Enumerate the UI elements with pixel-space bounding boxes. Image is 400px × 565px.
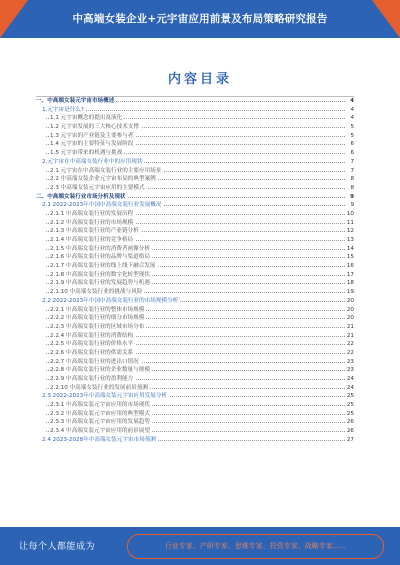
- toc-entry-title: 2.1 2022-2023年中国中高端女装行业发展概况: [42, 202, 162, 209]
- toc-entry-title: 2.2 2022-2023年中国中高端女装行业的市场规模分析: [42, 297, 179, 304]
- toc-entry[interactable]: [36, 262, 354, 271]
- toc-entry[interactable]: [36, 358, 354, 367]
- toc-entry[interactable]: [36, 297, 354, 306]
- toc-entry-title: 2.2.7 中高端女装行业的进出口情况: [50, 358, 139, 365]
- toc-entry-title: 1.1 元宇宙概念的提出及演化: [50, 115, 123, 122]
- footer-tagline-box: [127, 534, 384, 559]
- footer-slogan: 让每个人都能成为: [19, 542, 96, 552]
- toc-entry-title: 2.3.1 中高端女装元宇宙应用的市场现状: [50, 402, 150, 409]
- toc-entry[interactable]: [36, 375, 354, 384]
- toc-entry-page: 26: [346, 419, 354, 426]
- toc-entry-title: 1.4 元宇宙的主要特征与发展阶段: [50, 141, 134, 148]
- toc-entry-title: 2.4 2023-2028年中高端女装元宇宙市场预测: [42, 436, 156, 443]
- toc-entry-title: 二、中高端女装行业市场分析及现状: [36, 193, 126, 200]
- toc-entry[interactable]: [36, 314, 354, 323]
- toc-entry-title: 1.元宇宙是什么?: [42, 106, 84, 113]
- toc-entry-title: 2.2.9 中高端女装行业的盈利能力: [50, 376, 134, 382]
- toc-entry-title: 2.1.7 中高端女装行业的线上线下融合发展: [50, 263, 156, 270]
- toc-entry-page: 14: [346, 245, 354, 252]
- toc-entry-title: 2.2.2 中高端女装行业的细分市场规模: [50, 315, 145, 322]
- toc-entry[interactable]: [36, 140, 354, 149]
- toc-heading: 内容目录: [167, 72, 232, 87]
- toc-entry[interactable]: [36, 323, 354, 332]
- toc-entry-title: 2.2.4 中高端女装行业的消费结构: [50, 332, 134, 339]
- toc-entry[interactable]: [36, 384, 354, 393]
- toc-entry[interactable]: [36, 106, 354, 115]
- toc-entry[interactable]: [36, 427, 354, 436]
- toc-entry-page: 8: [350, 176, 354, 183]
- toc-entry[interactable]: [36, 184, 354, 193]
- toc-entry-page: 23: [346, 367, 354, 374]
- toc-entry[interactable]: [36, 340, 354, 349]
- toc-entry-title: 2.1.1 中高端女装行业的发展历程: [50, 210, 134, 217]
- toc-entry-title: 2.2.6 中高端女装行业的供需关系: [50, 349, 134, 356]
- toc-entry-page: 5: [350, 124, 354, 131]
- toc-entry-page: 10: [346, 210, 354, 217]
- toc-entry-page: 9: [350, 193, 354, 200]
- toc-entry-page: 4: [350, 115, 354, 122]
- toc-entry-title: 2.1.5 中高端女装行业的消费者画像分析: [50, 245, 150, 252]
- toc-entry-page: 19: [346, 289, 354, 296]
- toc-entry-page: 24: [346, 376, 354, 382]
- toc-entry-title: 2.3.3 中高端女装元宇宙应用的发展趋势: [50, 419, 150, 426]
- toc-entry[interactable]: [36, 167, 354, 176]
- footer-bar: [0, 527, 400, 565]
- toc-entry[interactable]: [36, 410, 354, 419]
- toc-entry-title: 2.1.9 中高端女装行业的发展趋势与机遇: [50, 280, 150, 287]
- toc-entry-page: 13: [346, 237, 354, 243]
- toc-entry[interactable]: [36, 253, 354, 262]
- toc-entry-title: 2.2.1 中高端女装行业的整体市场规模: [50, 306, 145, 313]
- toc-entry-title: 2.1.10 中高端女装行业的挑战与风险: [50, 289, 143, 296]
- toc-entry-page: 23: [346, 358, 354, 365]
- toc-entry-title: 2.1.6 中高端女装行业的品牌与渠道格局: [50, 254, 150, 261]
- toc-entry[interactable]: [36, 219, 354, 228]
- toc-entry-page: 7: [350, 167, 354, 174]
- toc-entry-page: 17: [346, 271, 354, 278]
- toc-entry[interactable]: [36, 418, 354, 427]
- toc-entry-title: 2.1.4 中高端女装行业的竞争格局: [50, 237, 134, 243]
- footer-tagline: 行业专家、产研专家、思维专家、投资专家、战略专家......: [164, 542, 347, 550]
- toc-entry-title: 2.2.3 中高端女装行业的区域市场分布: [50, 323, 145, 330]
- toc-entry-page: 22: [346, 349, 354, 356]
- toc-entry-page: 25: [346, 402, 354, 409]
- toc-entry[interactable]: [36, 279, 354, 288]
- toc-entry[interactable]: [36, 288, 354, 297]
- toc-entry-title: 2.1 元宇宙在中高端女装行业的主要应用场景: [50, 167, 162, 174]
- toc-entry[interactable]: [36, 245, 354, 254]
- toc-entry[interactable]: [36, 366, 354, 375]
- toc-entry-title: 1.2 元宇宙发展的三大核心技术支撑: [50, 124, 139, 131]
- toc-leader-dots: [46, 110, 345, 111]
- toc-entry-page: 5: [350, 132, 354, 139]
- toc-entry-page: 4: [350, 98, 354, 104]
- toc-entry-page: 16: [346, 263, 354, 270]
- toc-entry[interactable]: [36, 193, 354, 202]
- toc-entry-page: 12: [346, 228, 354, 235]
- toc-entry[interactable]: [36, 114, 354, 123]
- toc-entry-page: 8: [350, 184, 354, 191]
- toc-entry-title: 2.2.5 中高端女装行业的价格水平: [50, 341, 134, 348]
- toc-entry[interactable]: [36, 96, 354, 106]
- toc-entry-title: 2.3.2 中高端女装元宇宙应用的典型模式: [50, 410, 150, 417]
- toc-entry-page: 20: [346, 306, 354, 313]
- toc-entry-page: 4: [350, 106, 354, 113]
- toc-entry-page: 24: [346, 384, 354, 391]
- toc-entry[interactable]: [36, 392, 354, 401]
- toc-entry[interactable]: [36, 306, 354, 315]
- toc-entry-page: 25: [346, 410, 354, 417]
- toc-entry-title: 1.3 元宇宙的产业链及主要参与者: [50, 132, 134, 139]
- toc-entry[interactable]: [36, 158, 354, 167]
- toc-entry-page: 20: [346, 297, 354, 304]
- toc-entry[interactable]: [36, 201, 354, 210]
- toc-entry-page: 21: [346, 323, 354, 330]
- toc-entry-title: 2.1.3 中高端女装行业的产业链分析: [50, 228, 139, 235]
- toc-entry-title: 2.3 2022-2023年中高端女装元宇宙应用发展分析: [42, 393, 168, 400]
- toc-entry-page: 6: [350, 150, 354, 157]
- toc-entry[interactable]: [36, 175, 354, 184]
- toc-entry-title: 2.2 中高端女装企业元宇宙布局的典型案例: [50, 176, 156, 183]
- toc-entry-title: 一、中高端女装元宇宙市场概述: [36, 98, 115, 104]
- toc-entry[interactable]: [36, 436, 354, 445]
- toc-entry[interactable]: [36, 332, 354, 341]
- toc-entry-page: 20: [346, 315, 354, 322]
- toc-entry-page: 15: [346, 254, 354, 261]
- toc-entry-page: 7: [350, 158, 354, 165]
- toc-entry[interactable]: [36, 132, 354, 141]
- toc-entry-page: 21: [346, 332, 354, 339]
- toc-entry-title: 2.2.8 中高端女装行业的企业数量与规模: [50, 367, 150, 374]
- toc-entry-title: 2.3.4 中高端女装元宇宙应用的前景展望: [50, 428, 150, 435]
- toc-entry[interactable]: [36, 271, 354, 280]
- toc-entry-page: 25: [346, 393, 354, 400]
- toc-entry[interactable]: [36, 349, 354, 358]
- toc-entry-title: 1.5 元宇宙带来的机遇与挑战: [50, 150, 123, 157]
- toc-entry-page: 27: [346, 436, 354, 443]
- toc-entry[interactable]: [36, 401, 354, 410]
- toc-entry-page: 18: [346, 280, 354, 287]
- header-bar: [0, 0, 400, 38]
- toc-entry[interactable]: [36, 227, 354, 236]
- toc-entry[interactable]: [36, 210, 354, 219]
- table-of-contents: [36, 96, 354, 445]
- toc-entry-title: 2.1.2 中高端女装行业的市场规模: [50, 219, 134, 226]
- toc-entry-page: 11: [346, 219, 354, 226]
- toc-entry-page: 6: [350, 141, 354, 148]
- toc-entry-page: 26: [346, 428, 354, 435]
- toc-entry-title: 2.3 中高端女装元宇宙应用的主要模式: [50, 184, 145, 191]
- toc-entry-title: 2.2.10 中高端女装行业的发展前景预测: [50, 384, 148, 391]
- toc-entry-page: 22: [346, 341, 354, 348]
- toc-entry-page: 9: [350, 202, 354, 209]
- report-title: 中高端女装企业+元宇宙应用前景及布局策略研究报告: [72, 13, 328, 25]
- toc-entry-title: 2.1.8 中高端女装行业的数字化转型现状: [50, 271, 150, 278]
- toc-entry[interactable]: [36, 149, 354, 158]
- toc-entry[interactable]: [36, 236, 354, 245]
- toc-entry-title: 2.元宇宙在中高端女装行业中的应用现状: [42, 158, 143, 165]
- toc-entry[interactable]: [36, 123, 354, 132]
